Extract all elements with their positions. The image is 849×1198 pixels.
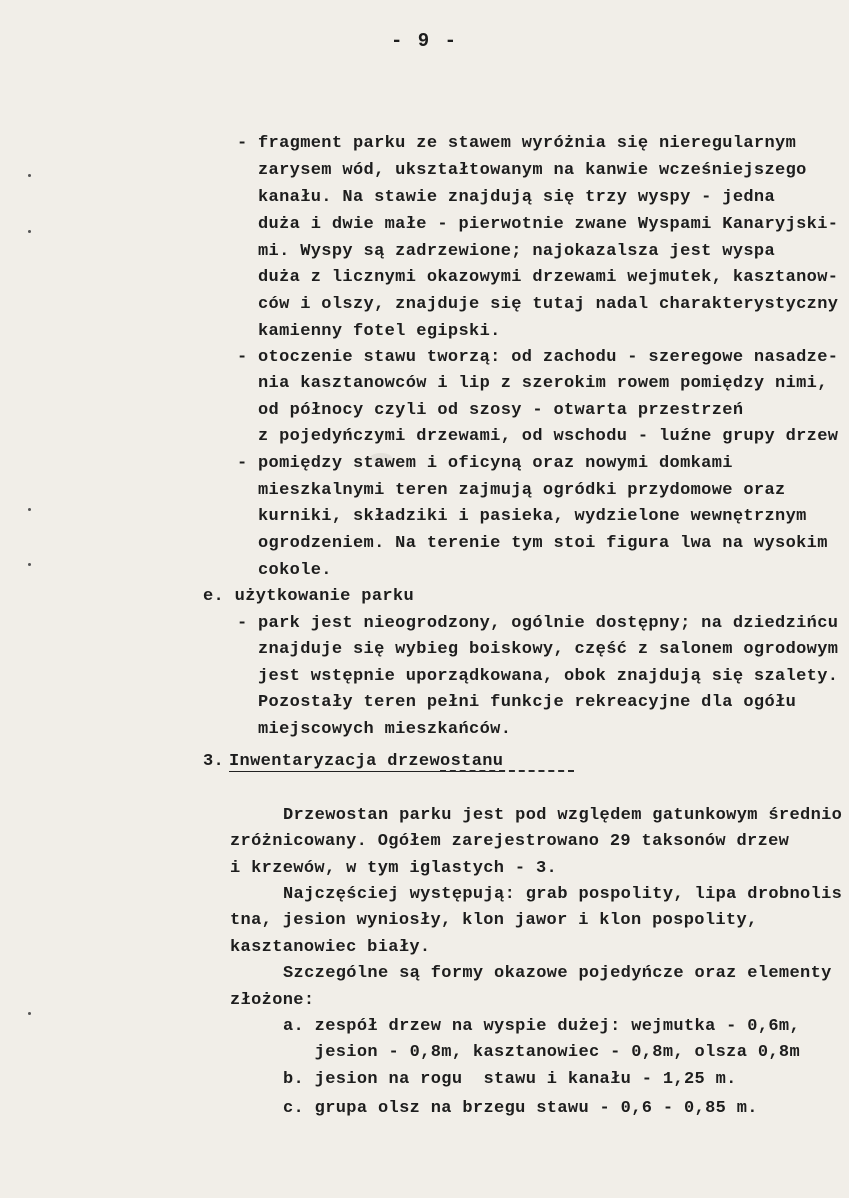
text-line: Drzewostan parku jest pod względem gatunkowym średnio: [283, 806, 843, 825]
text-line: pomiędzy stawem i oficyną oraz nowymi domkami: [258, 454, 733, 473]
text-line: mi. Wyspy są zadrzewione; najokazalsza jest wyspa: [258, 242, 776, 261]
list-item: b. jesion na rogu stawu i kanału - 1,25 m.: [283, 1070, 737, 1089]
title-underline-rule: [440, 770, 574, 772]
text-line: Szczególne są formy okazowe pojedyńcze oraz elementy: [283, 964, 832, 983]
bullet-dash: -: [237, 454, 248, 473]
text-line: ogrodzeniem. Na terenie tym stoi figura lwa na wysokim: [258, 534, 828, 553]
page-number: - 9 -: [390, 30, 458, 52]
section-3-title: [229, 752, 503, 772]
text-line: cokole.: [258, 561, 332, 580]
text-line: mieszkalnymi teren zajmują ogródki przydomowe oraz: [258, 481, 786, 500]
text-line: ców i olszy, znajduje się tutaj nadal charakterystyczny: [258, 295, 839, 314]
text-line: zarysem wód, ukształtowanym na kanwie wcześniejszego: [258, 161, 807, 180]
text-line: i krzewów, w tym iglastych - 3.: [230, 859, 558, 878]
text-line: Najczęściej występują: grab pospolity, lipa drobnolis: [283, 885, 843, 904]
text-line: kamienny fotel egipski.: [258, 322, 501, 341]
text-line: nia kasztanowców i lip z szerokim rowem pomiędzy nimi,: [258, 374, 828, 393]
bullet-dash: -: [237, 614, 248, 633]
bullet-dash: -: [237, 348, 248, 367]
margin-dot: [28, 230, 31, 233]
text-line: jest wstępnie uporządkowana, obok znajdują się szalety.: [258, 667, 839, 686]
text-line: duża i dwie małe - pierwotnie zwane Wyspami Kanaryjski-: [258, 215, 839, 234]
section-3-number: 3.: [203, 752, 225, 771]
text-line: złożone:: [230, 991, 315, 1010]
text-line: park jest nieogrodzony, ogólnie dostępny; na dziedzińcu: [258, 614, 839, 633]
list-item: jesion - 0,8m, kasztanowiec - 0,8m, olsza 0,8m: [283, 1043, 801, 1062]
text-line: fragment parku ze stawem wyróżnia się nieregularnym: [258, 134, 797, 153]
list-item: c. grupa olsz na brzegu stawu - 0,6 - 0,85 m.: [283, 1099, 758, 1118]
margin-dot: [28, 1012, 31, 1015]
text-line: zróżnicowany. Ogółem zarejestrowano 29 taksonów drzew: [230, 832, 790, 851]
margin-dot: [28, 563, 31, 566]
section-e-heading: e. użytkowanie parku: [203, 587, 415, 606]
text-line: od północy czyli od szosy - otwarta przestrzeń: [258, 401, 744, 420]
list-item: a. zespół drzew na wyspie dużej: wejmutka - 0,6m,: [283, 1017, 801, 1036]
text-line: Pozostały teren pełni funkcje rekreacyjne dla ogółu: [258, 693, 797, 712]
text-line: otoczenie stawu tworzą: od zachodu - szeregowe nasadze-: [258, 348, 839, 367]
bullet-dash: -: [237, 134, 248, 153]
margin-dot: [28, 508, 31, 511]
text-line: z pojedyńczymi drzewami, od wschodu - luźne grupy drzew: [258, 427, 839, 446]
text-line: duża z licznymi okazowymi drzewami wejmutek, kasztanow-: [258, 268, 839, 287]
text-line: tna, jesion wyniosły, klon jawor i klon pospolity,: [230, 911, 758, 930]
text-line: znajduje się wybieg boiskowy, część z salonem ogrodowym: [258, 640, 839, 659]
text-line: miejscowych mieszkańców.: [258, 720, 512, 739]
text-line: kasztanowiec biały.: [230, 938, 431, 957]
section-3-title-text: Inwentaryzacja drzewostanu: [229, 752, 504, 771]
text-line: kanału. Na stawie znajdują się trzy wyspy - jedna: [258, 188, 776, 207]
margin-dot: [28, 174, 31, 177]
text-line: kurniki, składziki i pasieka, wydzielone wewnętrznym: [258, 507, 807, 526]
